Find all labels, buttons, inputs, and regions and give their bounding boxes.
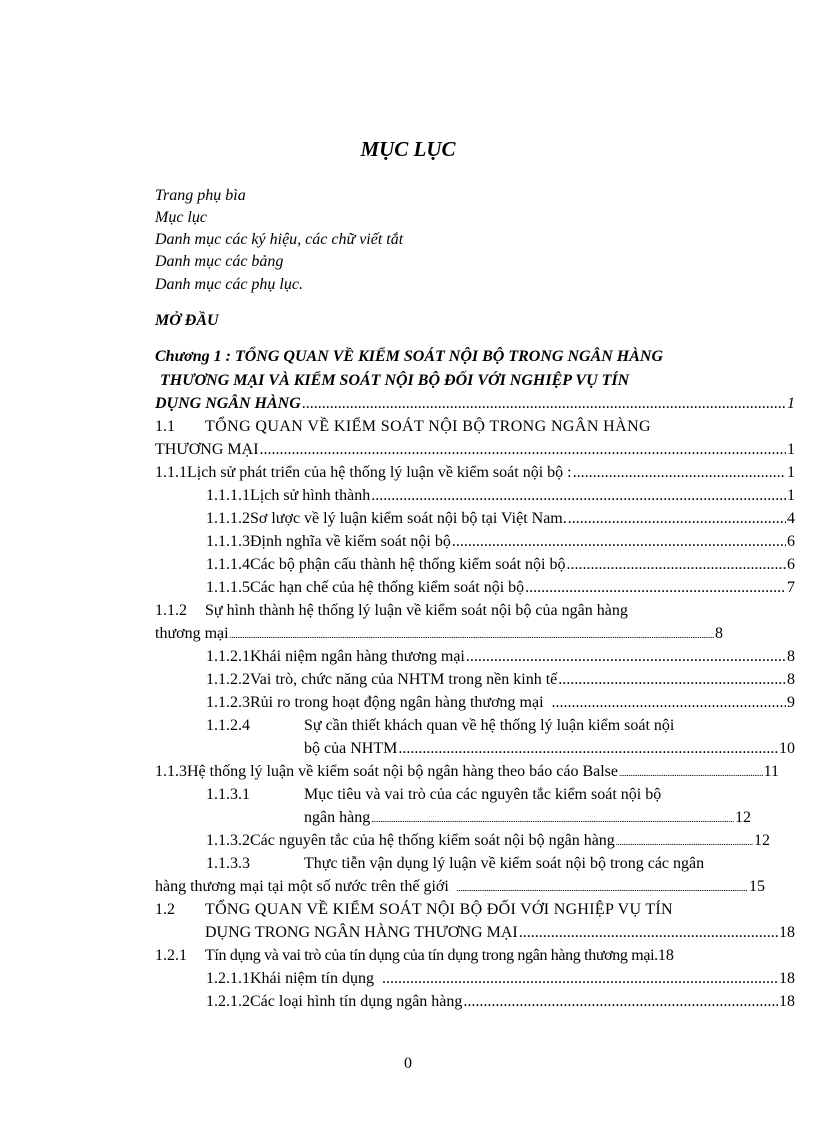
toc-entry[interactable] xyxy=(206,853,795,875)
toc-page-number: 10 xyxy=(779,740,795,757)
toc-entry-text: bộ của NHTM xyxy=(304,740,398,757)
toc-entry-number: 1.1.3.2 xyxy=(206,832,250,849)
toc-chapter-text: THƯƠNG MẠI VÀ KIỂM SOÁT NỘI BỘ ĐỐI VỚI NGHIỆP VỤ TÍN xyxy=(160,372,630,389)
toc-page-number: 4 xyxy=(787,510,795,527)
toc-entry-text: Lịch sử hình thành xyxy=(250,487,371,504)
toc-entry[interactable] xyxy=(155,416,795,438)
dot-leader xyxy=(519,922,778,944)
dot-leader xyxy=(619,762,763,784)
toc-entry[interactable] xyxy=(206,577,795,599)
toc-entry-number: 1.1.3.3 xyxy=(206,855,250,872)
dot-leader xyxy=(457,877,748,899)
toc-entry-text: Rủi ro trong hoạt động ngân hàng thương mại xyxy=(250,694,544,711)
toc-page-number: 1 xyxy=(787,395,795,412)
dot-leader xyxy=(552,692,786,714)
toc-prelim-item[interactable]: Trang phụ bìa xyxy=(155,187,246,204)
toc-entry-text: Vai trò, chức năng của NHTM trong nền kinh tế xyxy=(250,671,558,688)
dot-leader xyxy=(568,508,786,530)
toc-page-number: 12 xyxy=(754,832,770,849)
dot-leader xyxy=(616,831,753,853)
toc-chapter-text: DỤNG NGÂN HÀNG xyxy=(155,395,301,412)
toc-entry-number: 1.1.1.1 xyxy=(206,487,250,504)
toc-page-number: 18 xyxy=(779,924,795,941)
toc-prelim-item[interactable]: Mục lục xyxy=(155,209,207,226)
dot-leader xyxy=(573,462,786,484)
toc-entry-text: Sự cần thiết khách quan về hệ thống lý luận kiểm soát nội xyxy=(304,717,675,734)
toc-entry-number: 1.1.1.3 xyxy=(206,533,250,550)
toc-page-number: 18 xyxy=(779,993,795,1010)
toc-entry-text: DỤNG TRONG NGÂN HÀNG THƯƠNG MẠI xyxy=(205,924,518,941)
toc-entry-text: Mục tiêu và vai trò của các nguyên tắc kiểm soát nội bộ xyxy=(304,786,662,803)
toc-page-number: 12 xyxy=(735,809,751,826)
toc-entry[interactable] xyxy=(206,968,795,990)
toc-entry-number: 1.2.1.2 xyxy=(206,993,250,1010)
toc-page-number: 1 xyxy=(787,441,795,458)
dot-leader xyxy=(260,439,786,461)
toc-entry[interactable] xyxy=(155,945,795,967)
toc-chapter-line[interactable] xyxy=(160,370,629,392)
toc-entry[interactable] xyxy=(206,715,795,737)
toc-entry-text: Lịch sử phát triển của hệ thống lý luận về kiểm soát nội bộ : xyxy=(187,464,572,481)
toc-page-number: 8 xyxy=(787,671,795,688)
toc-entry[interactable] xyxy=(304,807,751,829)
toc-entry-text: Thực tiễn vận dụng lý luận về kiểm soát nội bộ trong các ngân xyxy=(304,855,705,872)
toc-entry-number: 1.1.2.1 xyxy=(206,648,250,665)
toc-entry-text: Khái niệm ngân hàng thương mại xyxy=(250,648,465,665)
toc-page-number: 11 xyxy=(763,763,779,780)
toc-entry[interactable] xyxy=(155,600,795,622)
toc-entry-text: Khái niệm tín dụng xyxy=(250,970,374,987)
toc-entry-number: 1.1.1 xyxy=(155,464,187,481)
toc-entry[interactable] xyxy=(206,508,795,530)
toc-prelim-item[interactable]: Danh mục các phụ lục. xyxy=(155,276,303,293)
toc-page-number: 8 xyxy=(787,648,795,665)
dot-leader xyxy=(230,624,714,646)
toc-entry[interactable] xyxy=(206,669,795,691)
toc-entry-number: 1.1.2 xyxy=(155,602,187,619)
dot-leader xyxy=(463,991,778,1013)
dot-leader xyxy=(466,646,786,668)
toc-page-number: 18 xyxy=(657,947,674,964)
toc-entry-text: THƯƠNG MẠI xyxy=(155,441,259,458)
toc-entry-number: 1.1 xyxy=(155,418,175,435)
dot-leader xyxy=(302,393,786,415)
toc-page-number: 6 xyxy=(787,556,795,573)
toc-entry-text: thương mại xyxy=(155,625,229,642)
toc-entry-number: 1.1.1.4 xyxy=(206,556,250,573)
toc-page-number: 18 xyxy=(779,970,795,987)
toc-entry-text: Định nghĩa về kiểm soát nội bộ xyxy=(250,533,451,550)
toc-entry-number: 1.2.1.1 xyxy=(206,970,250,987)
toc-entry-text: TỔNG QUAN VỀ KIỂM SOÁT NỘI BỘ TRONG NGÂN HÀNG xyxy=(205,418,651,435)
toc-page-number: 1 xyxy=(787,487,795,504)
toc-entry[interactable] xyxy=(155,623,723,645)
toc-entry-text: Sơ lược về lý luận kiểm soát nội bộ tại Việt Nam. xyxy=(250,510,567,527)
dot-leader xyxy=(382,968,778,990)
toc-entry[interactable] xyxy=(155,462,795,484)
toc-entry-text: Tín dụng và vai trò của tín dụng của tín dụng trong ngân hàng thương mại. xyxy=(205,947,658,964)
toc-page-number: 6 xyxy=(787,533,795,550)
toc-entry[interactable] xyxy=(155,761,779,783)
toc-entry-text: ngân hàng xyxy=(304,809,371,826)
page-title: MỤC LỤC xyxy=(360,137,456,161)
toc-prelim-item[interactable]: Danh mục các bảng xyxy=(155,253,284,270)
dot-leader xyxy=(371,808,734,830)
toc-entry-text: Các hạn chế của hệ thống kiểm soát nội bộ xyxy=(250,579,525,596)
toc-entry[interactable] xyxy=(206,554,795,576)
toc-entry-number: 1.1.2.3 xyxy=(206,694,250,711)
dot-leader xyxy=(398,738,778,760)
toc-entry[interactable] xyxy=(206,830,770,852)
toc-intro-heading[interactable]: MỞ ĐẦU xyxy=(155,312,219,329)
toc-entry-number: 1.1.2.4 xyxy=(206,717,250,734)
toc-entry-text: Hệ thống lý luận về kiểm soát nội bộ ngân hàng theo báo cáo Balse xyxy=(187,763,619,780)
toc-entry-text: hàng thương mại tại một số nước trên thế giới xyxy=(155,878,449,895)
toc-entry-number: 1.1.3.1 xyxy=(206,786,250,803)
toc-entry[interactable] xyxy=(304,738,795,760)
dot-leader xyxy=(558,669,786,691)
toc-entry[interactable] xyxy=(206,692,795,714)
toc-page-number: 7 xyxy=(787,579,795,596)
toc-entry-number: 1.1.3 xyxy=(155,763,187,780)
dot-leader xyxy=(452,531,786,553)
toc-entry[interactable] xyxy=(206,485,795,507)
toc-entry-number: 1.2.1 xyxy=(155,947,187,964)
toc-page-number: 9 xyxy=(787,694,795,711)
toc-page-number: 15 xyxy=(749,878,765,895)
toc-entry-text: Các loại hình tín dụng ngân hàng xyxy=(250,993,463,1010)
toc-entry[interactable] xyxy=(206,646,795,668)
toc-entry-text: TỔNG QUAN VỀ KIỂM SOÁT NỘI BỘ ĐỐI VỚI NGHIỆP VỤ TÍN xyxy=(205,901,673,918)
toc-page-number: 8 xyxy=(715,625,723,642)
toc-entry-text: Các bộ phận cấu thành hệ thống kiểm soát nội bộ xyxy=(250,556,566,573)
toc-entry[interactable] xyxy=(205,922,795,944)
toc-entry-number: 1.1.1.5 xyxy=(206,579,250,596)
toc-entry[interactable] xyxy=(155,439,795,461)
toc-entry-number: 1.1.2.2 xyxy=(206,671,250,688)
toc-chapter-line[interactable] xyxy=(155,346,663,368)
toc-chapter-line[interactable] xyxy=(155,393,795,415)
toc-entry-number: 1.1.1.2 xyxy=(206,510,250,527)
toc-entry-text: Sự hình thành hệ thống lý luận về kiểm soát nội bộ của ngân hàng xyxy=(205,602,628,619)
toc-entry-number: 1.2 xyxy=(155,901,175,918)
toc-entry-text: Các nguyên tắc của hệ thống kiểm soát nội bộ ngân hàng xyxy=(250,832,615,849)
toc-entry[interactable] xyxy=(206,531,795,553)
toc-entry[interactable] xyxy=(206,991,795,1013)
page-number-footer: 0 xyxy=(404,1055,412,1072)
dot-leader xyxy=(371,485,786,507)
toc-entry[interactable] xyxy=(155,899,795,921)
toc-entry[interactable] xyxy=(206,784,795,806)
dot-leader xyxy=(525,577,786,599)
toc-chapter-text: Chương 1 : TỔNG QUAN VỀ KIỂM SOÁT NỘI BỘ TRONG NGÂN HÀNG xyxy=(155,348,664,365)
dot-leader xyxy=(566,554,786,576)
toc-page-number: 1 xyxy=(787,464,795,481)
toc-entry[interactable] xyxy=(155,876,765,898)
toc-prelim-item[interactable]: Danh mục các ký hiệu, các chữ viết tắt xyxy=(155,231,404,248)
